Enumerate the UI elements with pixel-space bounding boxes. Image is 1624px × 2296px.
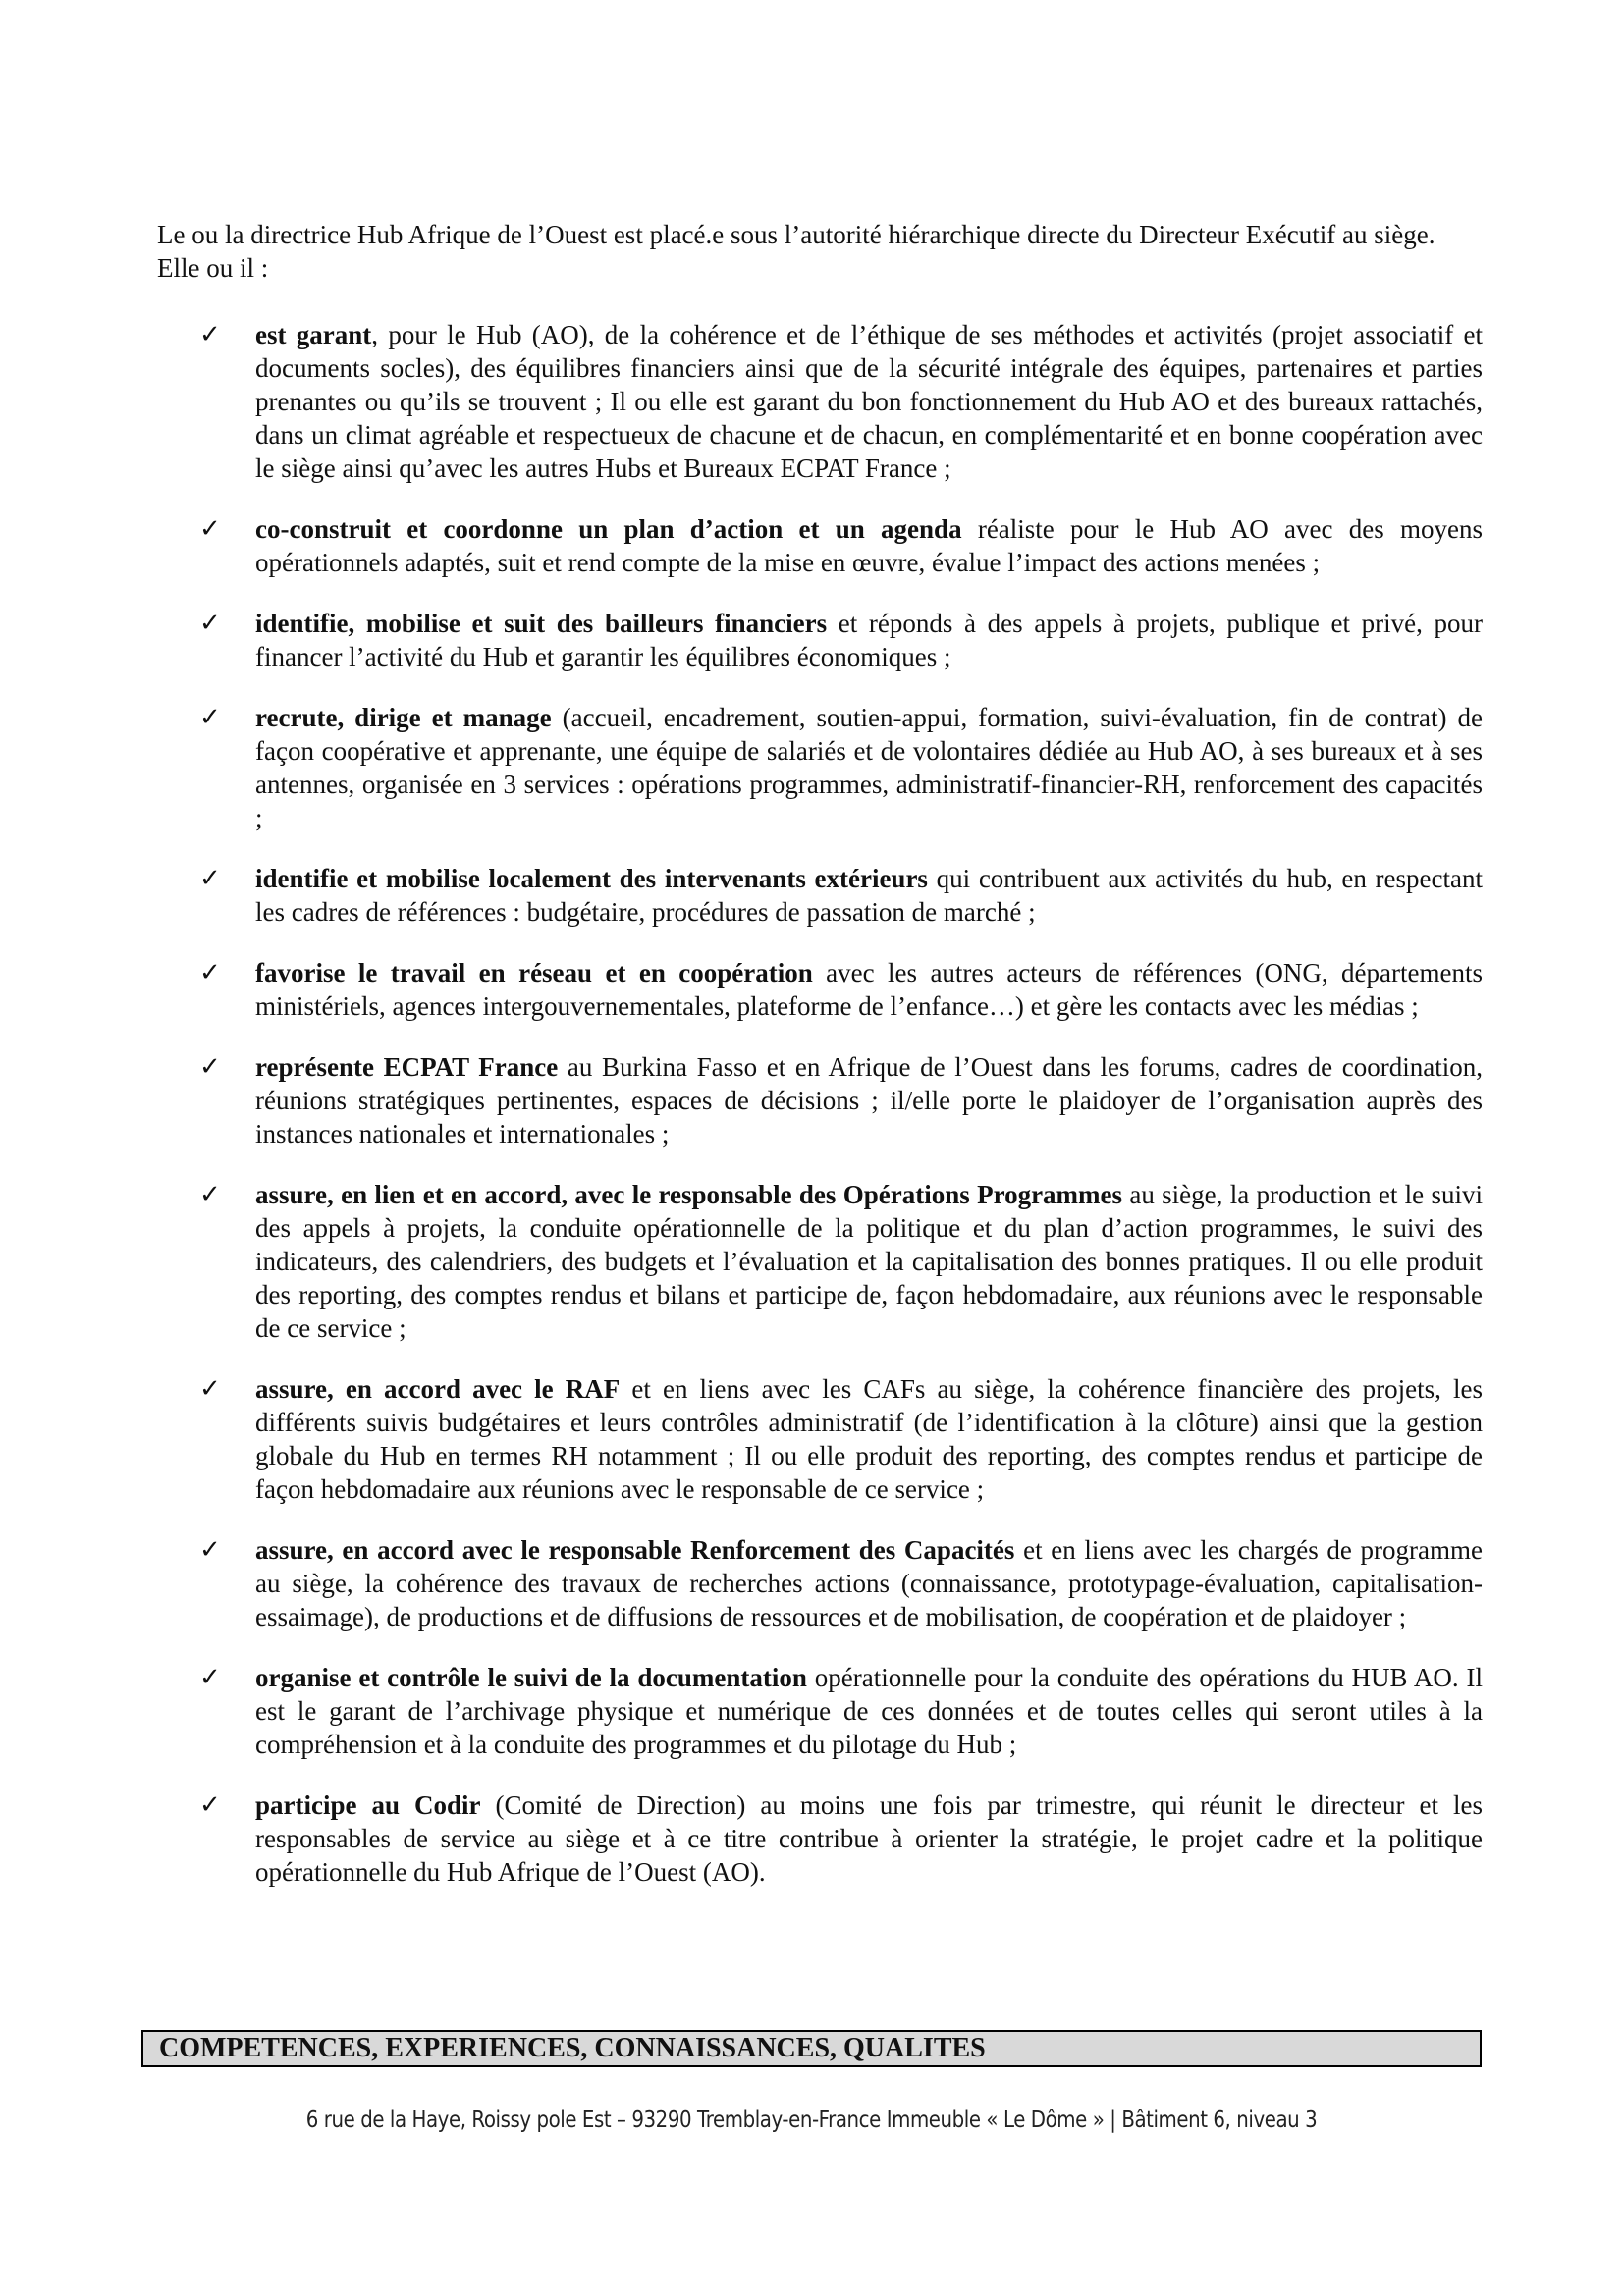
item-text: opérationnelle pour la conduite des opérations du HUB AO. Il est le garant de l’archivage physique et numérique de ces données et de toutes celles qui seront utiles à la compréhension et à la conduite des programmes et du pilotage du Hub ;	[255, 1663, 1483, 1759]
item-text: (Comité de Direction) au moins une fois par trimestre, qui réunit le directeur et les responsables de service au siège et à ce titre contribue à orienter la stratégie, le projet cadre et la politique opérationnelle du Hub Afrique de l’Ouest (AO).	[255, 1790, 1483, 1887]
item-text: et en liens avec les chargés de programme au siège, la cohérence des travaux de recherches actions (connaissance, prototypage-évaluation, capitalisation-essaimage), de productions et de diffusions de ressources et de mobilisation, de coopération et de plaidoyer ;	[255, 1535, 1484, 1631]
checkmark-icon: ✓	[199, 514, 221, 544]
checkmark-icon: ✓	[199, 1180, 221, 1209]
list-item	[157, 1533, 1483, 1633]
checkmark-icon: ✓	[199, 320, 221, 349]
item-bold-lead: favorise le travail en réseau et en coopération	[255, 958, 813, 988]
item-bold-lead: est garant	[255, 320, 372, 349]
list-item	[157, 318, 1483, 485]
item-text: et réponds à des appels à projets, publique et privé, pour financer l’activité du Hub et garantir les équilibres économiques ;	[255, 609, 1483, 671]
item-text: (accueil, encadrement, soutien-appui, formation, suivi-évaluation, fin de contrat) de façon coopérative et apprenante, une équipe de salariés et de volontaires dédiée au Hub AO, à ses bureaux et à ses antennes, organisée en 3 services : opérations programmes, administratif-financier-RH, renforcement des capacités ;	[255, 703, 1483, 832]
list-item	[157, 1178, 1483, 1345]
list-item	[157, 1789, 1483, 1889]
list-item	[157, 956, 1483, 1023]
item-text: avec les autres acteurs de références (ONG, départements ministériels, agences intergouvernementales, plateforme de l’enfance…) et gère les contacts avec les médias ;	[255, 958, 1483, 1021]
checkmark-icon: ✓	[199, 609, 221, 638]
list-item	[157, 1372, 1483, 1506]
item-bold-lead: participe au Codir	[255, 1790, 481, 1820]
checkmark-icon: ✓	[199, 1535, 221, 1565]
item-bold-lead: organise et contrôle le suivi de la documentation	[255, 1663, 807, 1692]
list-item	[157, 607, 1483, 673]
item-bold-lead: représente ECPAT France	[255, 1052, 559, 1082]
item-bold-lead: recrute, dirige et manage	[255, 703, 552, 732]
item-bold-lead: assure, en lien et en accord, avec le responsable des Opérations Programmes	[255, 1180, 1123, 1209]
item-bold-lead: co-construit et coordonne un plan d’action et un agenda	[255, 514, 962, 544]
list-item	[157, 701, 1483, 834]
intro-paragraph: Le ou la directrice Hub Afrique de l’Ouest est placé.e sous l’autorité hiérarchique directe du Directeur Exécutif au siège. Elle ou il :	[157, 220, 1435, 283]
checkmark-icon: ✓	[199, 1790, 221, 1820]
list-item	[157, 1050, 1483, 1150]
checkmark-icon: ✓	[199, 958, 221, 988]
responsibilities-list	[157, 318, 1483, 1916]
item-bold-lead: assure, en accord avec le RAF	[255, 1374, 621, 1404]
item-text: , pour le Hub (AO), de la cohérence et de l’éthique de ses méthodes et activités (projet associatif et documents socles), des équilibres financiers ainsi que de la sécurité intégrale des équipes, partenaires et parties prenantes ou qu’ils se trouvent ; Il ou elle est garant du bon fonctionnement du Hub AO et des bureaux rattachés, dans un climat agréable et respectueux de chacune et de chacun, en complémentarité et en bonne coopération avec le siège ainsi qu’avec les autres Hubs et Bureaux ECPAT France ;	[255, 320, 1483, 483]
item-text: au Burkina Fasso et en Afrique de l’Ouest dans les forums, cadres de coordination, réunions stratégiques pertinentes, espaces de décisions ; il/elle porte le plaidoyer de l’organisation auprès des instances nationales et internationales ;	[255, 1052, 1483, 1148]
item-text: qui contribuent aux activités du hub, en respectant les cadres de références : budgétaire, procédures de passation de marché ;	[255, 864, 1483, 927]
item-text: réaliste pour le Hub AO avec des moyens opérationnels adaptés, suit et rend compte de la mise en œuvre, évalue l’impact des actions menées ;	[255, 514, 1483, 577]
section-heading: COMPETENCES, EXPERIENCES, CONNAISSANCES, QUALITES	[141, 2030, 1482, 2067]
checkmark-icon: ✓	[199, 1374, 221, 1404]
footer-address: 6 rue de la Haye, Roissy pole Est – 93290 Tremblay-en-France Immeuble « Le Dôme » | Bâtiment 6, niveau 3	[306, 2108, 1318, 2133]
list-item	[157, 862, 1483, 929]
item-text: et en liens avec les CAFs au siège, la cohérence financière des projets, les différents suivis budgétaires et leurs contrôles administratif (de l’identification à la clôture) ainsi que la gestion globale du Hub en termes RH notamment ; Il ou elle produit des reporting, des comptes rendus et participe de façon hebdomadaire aux réunions avec le responsable de ce service ;	[255, 1374, 1484, 1504]
checkmark-icon: ✓	[199, 1663, 221, 1692]
list-item	[157, 512, 1483, 579]
item-bold-lead: identifie, mobilise et suit des bailleurs financiers	[255, 609, 828, 638]
checkmark-icon: ✓	[199, 1052, 221, 1082]
checkmark-icon: ✓	[199, 703, 221, 732]
item-bold-lead: assure, en accord avec le responsable Renforcement des Capacités	[255, 1535, 1015, 1565]
list-item	[157, 1661, 1483, 1761]
page-footer	[0, 2108, 1624, 2133]
item-text: au siège, la production et le suivi des appels à projets, la conduite opérationnelle de la politique et du plan d’action programmes, le suivi des indicateurs, des calendriers, des budgets et l’évaluation et la capitalisation des bonnes pratiques. Il ou elle produit des reporting, des comptes rendus et bilans et participe de, façon hebdomadaire, aux réunions avec le responsable de ce service ;	[255, 1180, 1483, 1343]
checkmark-icon: ✓	[199, 864, 221, 893]
item-bold-lead: identifie et mobilise localement des intervenants extérieurs	[255, 864, 928, 893]
